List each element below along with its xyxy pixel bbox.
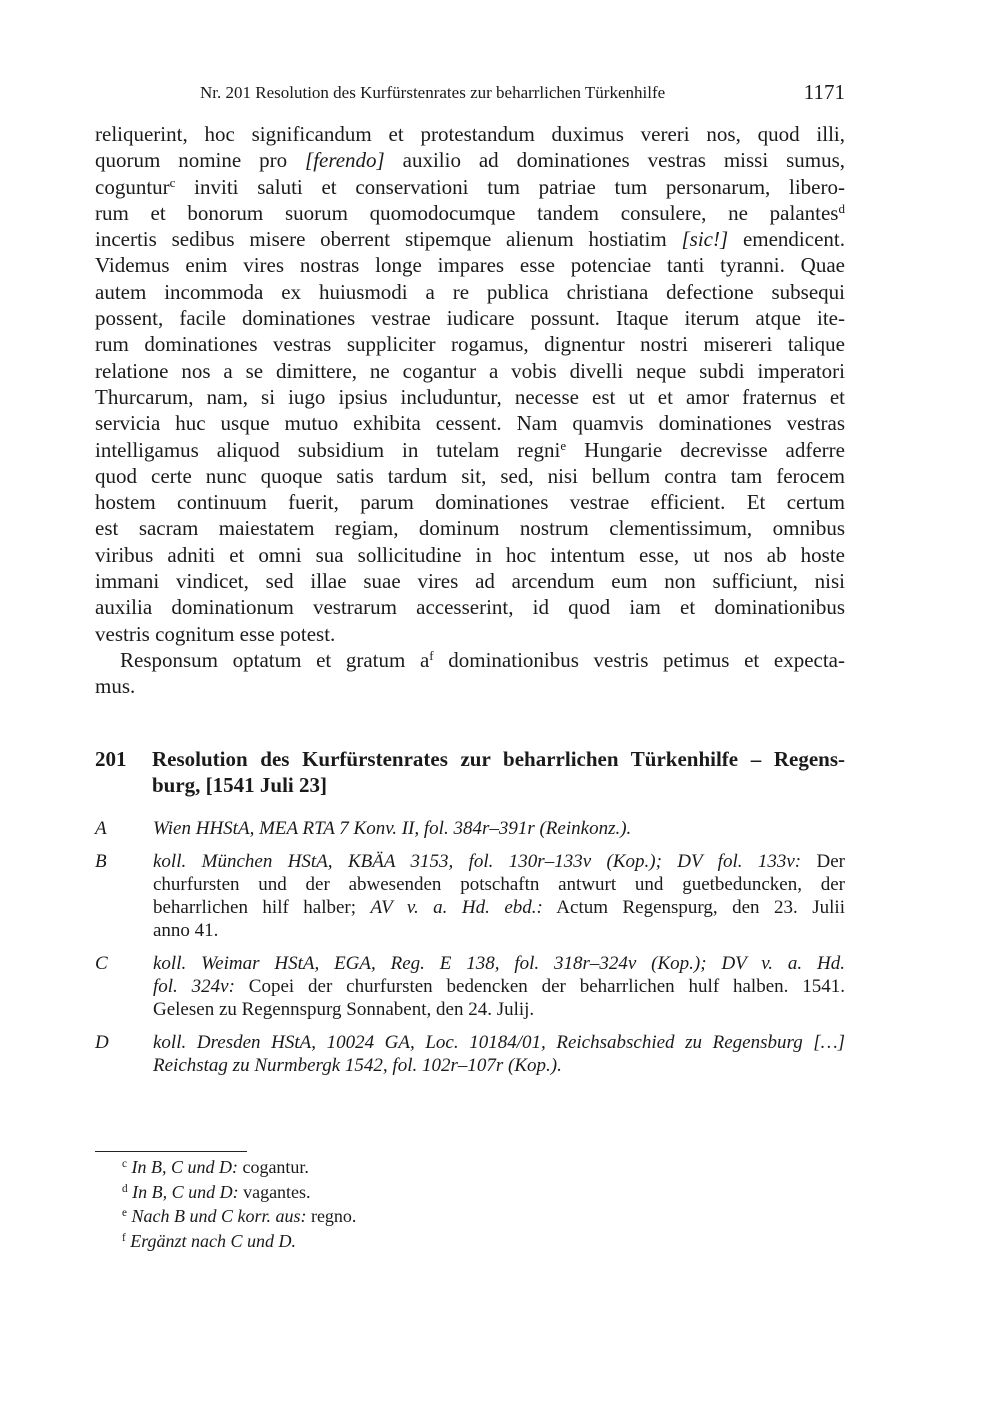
footnote-marker: c: [169, 174, 176, 190]
footnote-marker: d: [838, 200, 845, 216]
text-run: Der: [801, 851, 846, 872]
text-line: [152, 746, 845, 772]
text-line: [95, 594, 845, 620]
italic-text: koll. Weimar HStA, EGA, Reg. E 138, fol. 318r–324v (Kop.); DV v. a. Hd.: [153, 953, 845, 974]
text-line: [95, 437, 845, 463]
text-line: [95, 568, 845, 594]
text-run: Hungarie decrevisse adferre: [566, 437, 845, 462]
source-label: C: [95, 953, 108, 974]
text-run: intelligamus aliquod subsidium in tutelam regni: [95, 437, 561, 462]
text-line: [153, 896, 845, 919]
text-run: churfursten und der abwesenden potschaftn antwurt und guetbeduncken, der: [153, 874, 845, 895]
italic-text: koll. München HStA, KBÄA 3153, fol. 130r–133v (Kop.); DV fol. 133v:: [153, 851, 802, 872]
text-line: [95, 489, 845, 515]
source-entry: [95, 817, 845, 840]
text-line: [95, 542, 845, 568]
footnote-marker: c: [122, 1157, 127, 1170]
text-run: mus.: [95, 674, 136, 699]
text-line: [95, 673, 845, 699]
text-run: servicia huc usque mutuo exhibita cessent. Nam quamvis dominationes vestras: [95, 411, 845, 436]
text-run: est sacram maiestatem regiam, dominum nostrum clementissimum, omnibus: [95, 516, 845, 541]
text-line: [95, 147, 845, 173]
text-run: anno 41.: [153, 920, 219, 941]
text-line: [153, 1031, 845, 1054]
text-run: viribus adniti et omni sua sollicitudine in hoc intentum esse, ut nos ab hoste: [95, 542, 845, 567]
document-number: 201: [95, 747, 127, 771]
text-line: [122, 1204, 356, 1229]
source-label: B: [95, 851, 107, 872]
text-run: quorum nomine pro: [95, 148, 306, 173]
footnote-marker: f: [122, 1231, 126, 1244]
footnote: [122, 1229, 356, 1254]
italic-text: fol. 324v:: [153, 976, 235, 997]
source-label: A: [95, 818, 107, 839]
text-line: [95, 331, 845, 357]
text-run: possent, facile dominationes vestrae iudicare possunt. Itaque iterum atque ite-: [95, 306, 845, 331]
footnote-marker: e: [560, 437, 567, 453]
text-line: [153, 952, 845, 975]
text-line: [153, 850, 845, 873]
text-line: [95, 410, 845, 436]
text-run: cogantur.: [237, 1157, 309, 1177]
text-line: [95, 174, 845, 200]
source-entry: [95, 1031, 845, 1077]
text-run: hostem continuum fuerit, parum dominationes vestrae efficient. Et certum: [95, 490, 845, 515]
text-run: Gelesen zu Regennspurg Sonnabent, den 24. Julij.: [153, 999, 535, 1020]
footnote: [122, 1180, 356, 1205]
source-text: [153, 952, 845, 1021]
text-run: beharrlichen hilf halber;: [153, 897, 371, 918]
text-line: [95, 463, 845, 489]
text-line: [95, 252, 845, 278]
text-line: [153, 919, 845, 942]
text-run: reliquerint, hoc significandum et protestandum duximus vereri nos, quod illi,: [95, 122, 845, 146]
source-text: [153, 817, 845, 840]
source-label: D: [95, 1032, 109, 1053]
italic-text: Nach B und C korr. aus:: [131, 1206, 307, 1226]
text-line: [153, 975, 845, 998]
text-line: [122, 1180, 356, 1205]
text-line: [95, 621, 845, 647]
document-body: [95, 121, 845, 700]
footnotes: [122, 1155, 356, 1253]
text-run: emendicent.: [728, 227, 845, 252]
text-run: regno.: [306, 1206, 357, 1226]
text-line: [95, 121, 845, 147]
text-run: rum et bonorum suorum quomodocumque tandem consulere, ne palantes: [95, 200, 839, 225]
text-run: autem incommoda ex huiusmodi a re publica christiana defectione subsequi: [95, 279, 845, 304]
italic-text: Reichstag zu Nurmbergk 1542, fol. 102r–107r (Kop.).: [153, 1055, 562, 1076]
text-run: dominationibus vestris petimus et expecta-: [433, 647, 845, 672]
italic-text: In B, C und D:: [132, 1181, 239, 1202]
text-run: relatione nos a se dimittere, ne cogantur a vobis divelli neque subdi imperatori: [95, 358, 845, 383]
footnote: [122, 1155, 356, 1180]
text-line: [95, 226, 845, 252]
text-run: vestris cognitum esse potest.: [95, 621, 336, 646]
text-run: rum dominationes vestras suppliciter rogamus, dignentur nostri misereri talique: [95, 332, 845, 357]
document-heading: [95, 746, 845, 798]
page-number: 1171: [803, 80, 845, 104]
source-text: [153, 1031, 845, 1077]
source-entry: [95, 952, 845, 1021]
text-line: [152, 772, 845, 798]
running-head-title: Nr. 201 Resolution des Kurfürstenrates zur beharrlichen Türkenhilfe: [200, 83, 666, 102]
footnote-marker: e: [122, 1206, 127, 1219]
text-run: Resolution des Kurfürstenrates zur beharrlichen Türkenhilfe – Regens-: [152, 747, 845, 771]
text-run: Thurcarum, nam, si iugo ipsius includuntur, necesse est ut et amor fraternus et: [95, 384, 845, 409]
footnote: [122, 1204, 356, 1229]
text-line: [95, 647, 845, 673]
italic-text: Wien HHStA, MEA RTA 7 Konv. II, fol. 384r–391r (Reinkonz.).: [153, 818, 632, 839]
text-run: immani vindicet, sed illae suae vires ad arcendum eum non sufficiunt, nisi: [95, 569, 845, 594]
text-line: [153, 998, 845, 1021]
text-run: Copei der churfursten bedencken der beharrlichen hulf halben. 1541.: [234, 976, 845, 997]
text-line: [153, 1054, 845, 1077]
paragraph: [95, 647, 845, 700]
text-run: quod certe nunc quoque satis tardum sit, sed, nisi bellum contra tam ferocem: [95, 463, 845, 488]
text-run: auxilia dominationum vestrarum accesserint, id quod iam et dominationibus: [95, 595, 845, 620]
italic-text: koll. Dresden HStA, 10024 GA, Loc. 10184/01, Reichsabschied zu Regensburg […]: [153, 1032, 845, 1053]
paragraph: [95, 121, 845, 647]
text-line: [95, 200, 845, 226]
footnote-marker: f: [429, 647, 434, 663]
text-run: inviti saluti et conservationi tum patriae tum personarum, libero-: [175, 174, 845, 199]
text-run: vagantes.: [238, 1181, 311, 1202]
footnote-rule: [95, 1151, 247, 1152]
text-line: [122, 1155, 356, 1180]
source-list: [95, 817, 845, 1087]
text-run: incertis sedibus misere oberrent stipemque alienum hostiatim: [95, 227, 682, 252]
document-title: [152, 746, 845, 798]
italic-text: AV v. a. Hd. ebd.:: [370, 897, 543, 918]
text-line: [153, 873, 845, 896]
text-line: [153, 817, 845, 840]
source-entry: [95, 850, 845, 942]
text-run: Actum Regenspurg, den 23. Julii: [542, 897, 845, 918]
text-line: [95, 358, 845, 384]
italic-text: In B, C und D:: [131, 1157, 238, 1177]
source-text: [153, 850, 845, 942]
text-run: auxilio ad dominationes vestras missi sumus,: [384, 148, 846, 173]
text-line: [95, 384, 845, 410]
text-line: [95, 279, 845, 305]
italic-text: [ferendo]: [305, 148, 385, 173]
text-run: coguntur: [95, 174, 170, 199]
text-run: burg, [1541 Juli 23]: [152, 773, 328, 797]
text-run: Responsum optatum et gratum a: [120, 647, 430, 672]
text-line: [122, 1229, 356, 1254]
italic-text: [sic!]: [681, 227, 729, 252]
text-run: Videmus enim vires nostras longe impares esse potenciae tanti tyranni. Quae: [95, 253, 845, 278]
text-line: [95, 515, 845, 541]
italic-text: Ergänzt nach C und D.: [130, 1230, 297, 1251]
text-line: [95, 305, 845, 331]
footnote-marker: d: [122, 1182, 128, 1195]
